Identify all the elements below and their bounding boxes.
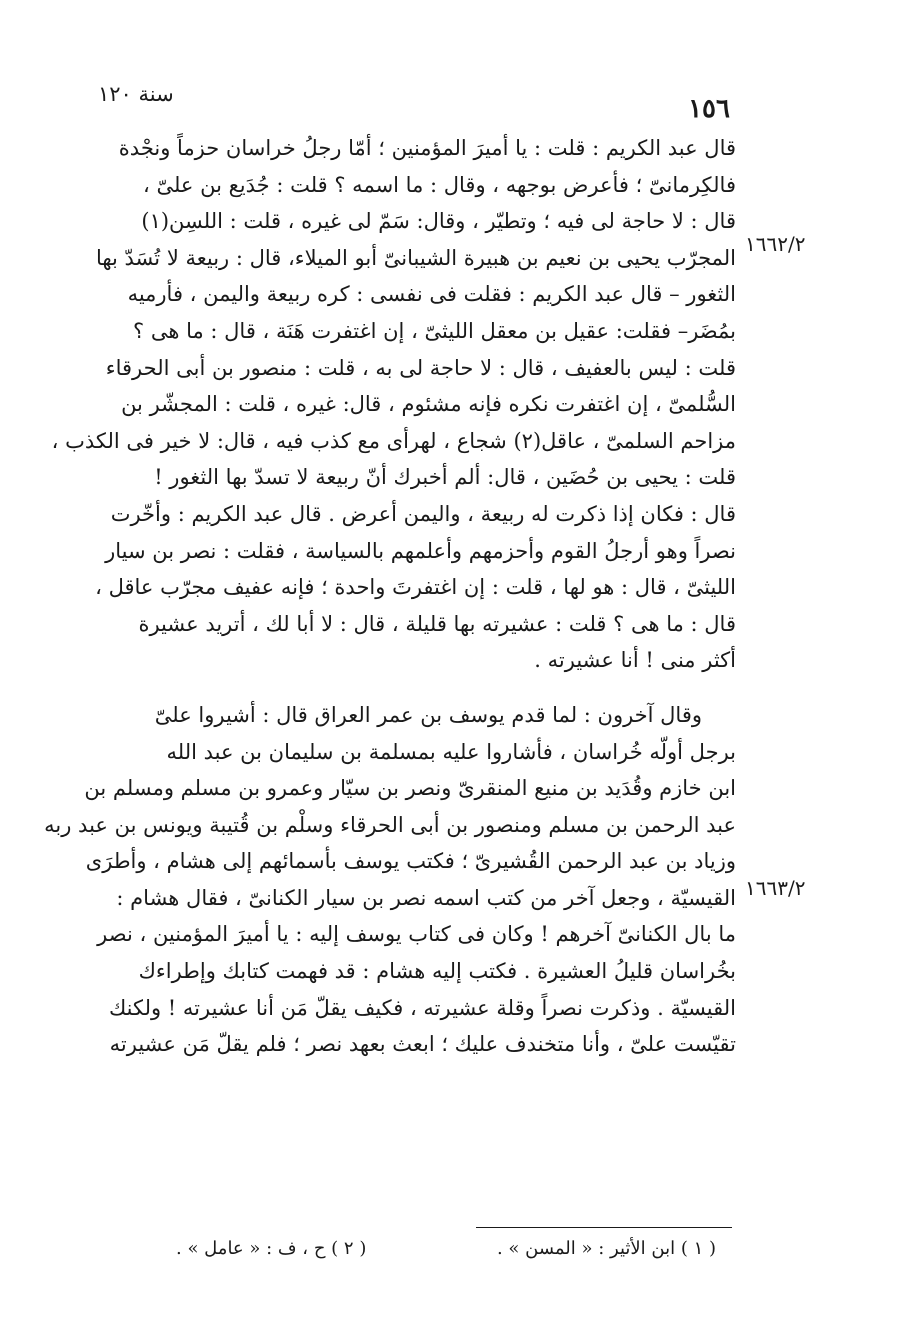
text-line: وقال آخرون : لما قدم يوسف بن عمر العراق قال : أشيروا علىّ bbox=[154, 702, 702, 727]
running-header-year: سنة ١٢٠ bbox=[98, 82, 174, 106]
text-line: القيسيّة ، وجعل آخر من كتب اسمه نصر بن سيار الكنانىّ ، فقال هشام : bbox=[116, 885, 736, 910]
text-line: الثغور – قال عبد الكريم : فقلت فى نفسى : كره ربيعة واليمن ، فأرميه bbox=[127, 282, 736, 307]
text-line: قلت : ليس بالعفيف ، قال : لا حاجة لى به ، قلت : منصور بن أبى الحرقاء bbox=[105, 355, 736, 380]
text-line: تقيّست علىّ ، وأنا متخندف عليك ؛ ابعث بعهد نصر ؛ فلم يقلّ مَن عشيرته bbox=[109, 1032, 736, 1057]
text-line: فالكِرمانىّ ؛ فأعرض بوجهه ، وقال : ما اسمه ؟ قلت : جُدَيع بن علىّ ، bbox=[143, 172, 736, 197]
text-line: بخُراسان قليلُ العشيرة . فكتب إليه هشام : قد فهمت كتابك وإطراءك bbox=[138, 959, 736, 984]
text-line: ابن خازم وقُدَيد بن منيع المنقرىّ ونصر بن سيّار وعمرو بن مسلم ومسلم بن bbox=[84, 776, 736, 801]
margin-reference-2: ١٦٦٣/٢ bbox=[745, 876, 806, 900]
text-line: قال : لا حاجة لى فيه ؛ وتطيّر ، وقال: سَمّ لى غيره ، قلت : اللسِن(١) bbox=[141, 209, 736, 234]
text-line: قال : ما هى ؟ قلت : عشيرته بها قليلة ، قال : لا أبا لك ، أتريد عشيرة bbox=[138, 611, 736, 636]
text-line: قال : فكان إذا ذكرت له ربيعة ، واليمن أعرض . قال عبد الكريم : وأخّرت bbox=[110, 501, 736, 526]
text-line: قال عبد الكريم : قلت : يا أميرَ المؤمنين ؛ أمّا رجلُ خراسان حزماً ونجْدة bbox=[118, 136, 736, 160]
text-line: عبد الرحمن بن مسلم ومنصور بن أبى الحرقاء وسلْم بن قُتيبة ويونس بن عبد ربه bbox=[44, 812, 736, 837]
text-line: السُّلمىّ ، إن اغتفرت نكره فإنه مشئوم ، قال: غيره ، قلت : المجشّر بن bbox=[121, 392, 736, 417]
footnote-2: ( ٢ ) ح ، ف : « عامل » . bbox=[176, 1238, 367, 1259]
text-line: قلت : يحيى بن حُضَين ، قال: ألم أخبرك أنّ ربيعة لا تسدّ بها الثغور ! bbox=[154, 465, 736, 490]
paragraph-1 bbox=[51, 130, 736, 679]
text-line: بمُضَر– فقلت: عقيل بن معقل الليثىّ ، إن اغتفرت هَنَة ، قال : ما هى ؟ bbox=[133, 318, 736, 343]
margin-reference-1: ١٦٦٢/٢ bbox=[745, 232, 806, 256]
text-line: ما بال الكنانىّ آخرهم ! وكان فى كتاب يوسف إليه : يا أميرَ المؤمنين ، نصر bbox=[97, 922, 736, 947]
footnote-divider bbox=[476, 1227, 732, 1228]
text-line: القيسيّة . وذكرت نصراً وقلة عشيرته ، فكيف يقلّ مَن أنا عشيرته ! ولكنك bbox=[108, 995, 736, 1020]
text-line: وزياد بن عبد الرحمن القُشيرىّ ؛ فكتب يوسف بأسمائهم إلى هشام ، وأطرَى bbox=[85, 849, 736, 874]
paragraph-2 bbox=[44, 697, 736, 1063]
text-line: المجرّب يحيى بن نعيم بن هبيرة الشيبانىّ أبو الميلاء، قال : ربيعة لا تُسَدّ بها bbox=[95, 245, 736, 270]
text-line: مزاحم السلمىّ ، عاقل(٢) شجاع ، لهرأى مع كذب فيه ، قال: لا خير فى الكذب ، bbox=[51, 428, 736, 453]
footnotes bbox=[176, 1238, 716, 1259]
text-line: برجل أولّه خُراسان ، فأشاروا عليه بمسلمة بن سليمان بن عبد الله bbox=[166, 739, 736, 764]
page-number: ١٥٦ bbox=[688, 94, 730, 124]
text-line: أكثر منى ! أنا عشيرته . bbox=[534, 648, 736, 673]
footnote-1: ( ١ ) ابن الأثير : « المسن » . bbox=[496, 1238, 716, 1259]
text-line: نصراً وهو أرجلُ القوم وأحزمهم وأعلمهم بالسياسة ، فقلت : نصر بن سيار bbox=[105, 538, 736, 563]
main-text bbox=[44, 130, 736, 1063]
text-line: الليثىّ ، قال : هو لها ، قلت : إن اغتفرتَ واحدة ؛ فإنه عفيف مجرّب عاقل ، bbox=[95, 575, 736, 600]
